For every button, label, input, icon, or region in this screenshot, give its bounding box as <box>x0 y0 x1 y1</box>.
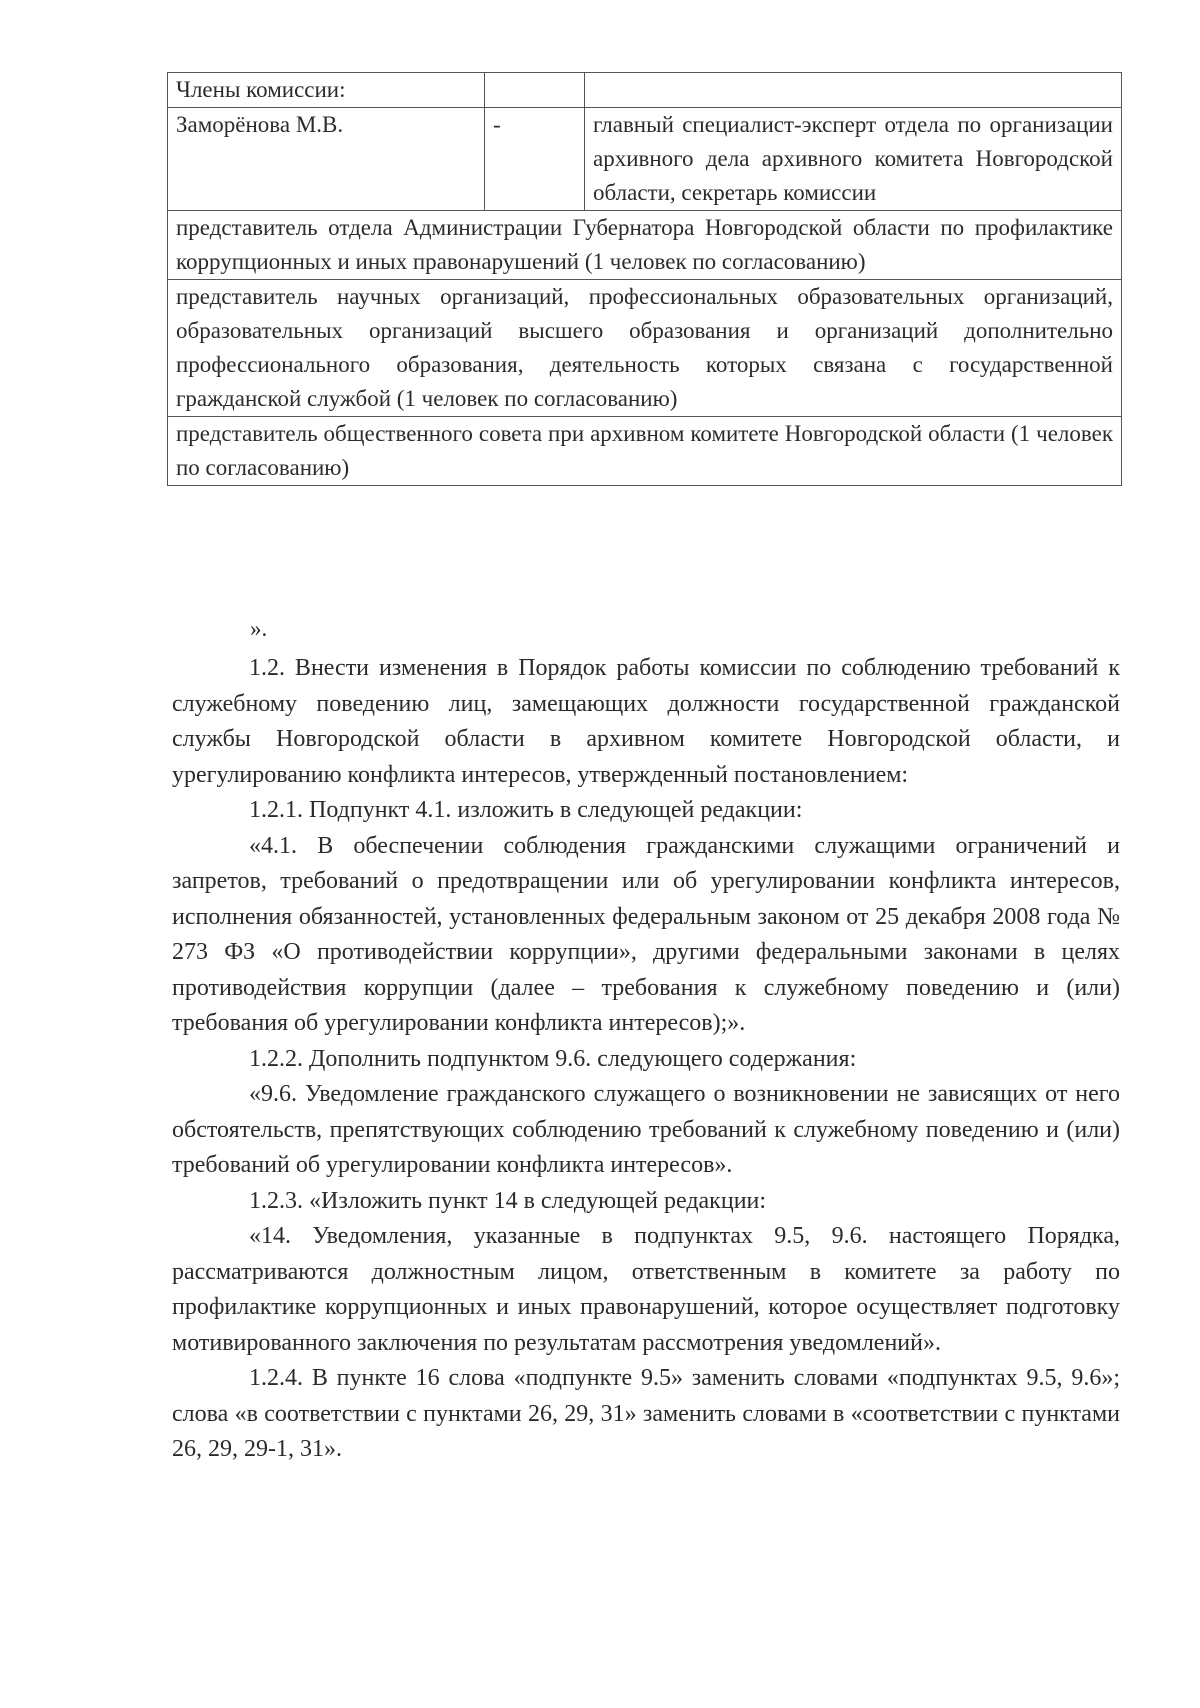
empty-cell <box>585 73 1122 108</box>
paragraph: «14. Уведомления, указанные в подпунктах 9.5, 9.6. настоящего Порядка, рассматриваются должностным лицом, ответственным в комитете за работу по профилактике коррупционных и иных правонарушений, которое осуществляет подготовку мотивированного заключения по результатам рассмотрения уведомлений». <box>172 1223 1120 1356</box>
paragraph: 1.2.1. Подпункт 4.1. изложить в следующей редакции: <box>249 797 803 823</box>
paragraph: 1.2.3. «Изложить пункт 14 в следующей редакции: <box>249 1187 767 1214</box>
paragraph: 1.2.2. Дополнить подпунктом 9.6. следующего содержания: <box>249 1045 857 1072</box>
member-position: главный специалист-эксперт отдела по организации архивного дела архивного комитета Новгородской области, секретарь комиссии <box>585 108 1122 211</box>
table-row <box>168 280 1122 417</box>
paragraph: «4.1. В обеспечении соблюдения гражданскими служащими ограничений и запретов, требований о предотвращении или об урегулировании конфликта интересов, исполнения обязанностей, установленных федеральным законом от 25 декабря 2008 года № 273 ФЗ «О противодействии коррупции», другими федеральными законами в целях противодействия коррупции (далее – требования к служебному поведению и (или) требования об урегулировании конфликта интересов);». <box>172 832 1120 1036</box>
representative-text: представитель отдела Администрации Губернатора Новгородской области по профилактике коррупционных и иных правонарушений (1 человек по согласованию) <box>168 211 1122 280</box>
representative-text: представитель научных организаций, профессиональных образовательных организаций, образовательных организаций высшего образования и организаций дополнительно профессионального образования, деятельность которых связана с государственной гражданской службой (1 человек по согласованию) <box>168 280 1122 417</box>
member-row <box>168 108 1122 211</box>
empty-cell <box>485 73 585 108</box>
representative-text: представитель общественного совета при архивном комитете Новгородской области (1 человек по согласованию) <box>168 417 1122 486</box>
paragraph: «9.6. Уведомление гражданского служащего о возникновении не зависящих от него обстоятельств, препятствующих соблюдению требований к служебному поведению и (или) требований об урегулировании конфликта интересов». <box>172 1081 1120 1178</box>
table-header-row <box>168 73 1122 108</box>
member-name: Заморёнова М.В. <box>168 108 485 211</box>
members-label: Члены комиссии: <box>168 73 485 108</box>
commission-table <box>167 72 1122 486</box>
paragraph: 1.2.4. В пункте 16 слова «подпункте 9.5» заменить словами «подпунктах 9.5, 9.6»; слова «в соответствии с пунктами 26, 29, 31» заменить словами в «соответствии с пунктами 26, 29, 29-1, 31». <box>172 1365 1120 1462</box>
paragraph: 1.2. Внести изменения в Порядок работы комиссии по соблюдению требований к служебному поведению лиц, замещающих должности государственной гражданской службы Новгородской области в архивном комитете Новгородской области, и урегулированию конфликта интересов, утвержденный постановлением: <box>172 655 1120 788</box>
table-row <box>168 417 1122 486</box>
table-row <box>168 211 1122 280</box>
member-dash: - <box>485 108 585 211</box>
closing-quote: ». <box>250 616 268 641</box>
document-body <box>172 651 1120 1468</box>
